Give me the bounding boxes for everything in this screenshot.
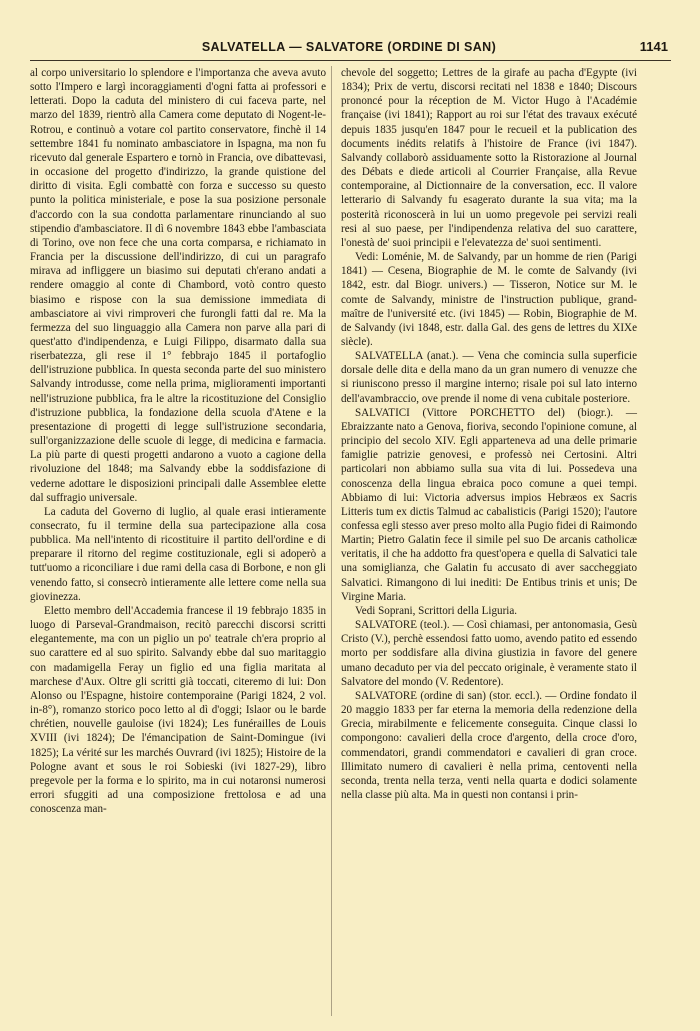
- entry-salvatore-ordine: SALVATORE (ordine di san) (stor. eccl.). — Ordine fondato il 20 maggio 1833 per far eterna la memoria della redenzione della Grecia, mirabilmente e felicemente conseguita. Cinque classi lo compongono: cavalieri della croce d'argento, della croce d'oro, commendatori, grandi commendatori e cavalieri di gran croce. Illimitato numero di cavalieri è nella prima, centoventi nella seconda, trenta nella terza, venti nella quarta e dodici solamente nella classe più alta. Ma in questi non contansi i prin-: [341, 689, 637, 801]
- header-rule: [30, 60, 671, 61]
- paragraph: Eletto membro dell'Accademia francese il 19 febbrajo 1835 in luogo di Parseval-Grandmaison, recitò parecchi discorsi scritti elegantemente, ma con un piglio un po' teatrale ch'era proprio al suo carattere ed al suo spirito. Salvandy ebbe dal suo maritaggio con madamigella Feray un figlio ed una figlia maritata al marchese d'Aux. Oltre gli scritti già toccati, citeremo di lui: Don Alonso ou l'Espagne, histoire contemporaine (Parigi 1824, 2 vol. in-8°), romanzo storico poco letto al dì d'oggi; Islaor ou le barde chrétien, nouvelle gauloise (ivi 1824); Les funérailles de Louis XVIII (ivi 1824); De l'émancipation de Saint-Domingue (ivi 1825); La vérité sur les marchés Ouvrard (ivi 1825); Histoire de la Pologne avant et sous le roi Sobieski (ivi 1827-29), libro pregevole per la forma e lo spirito, ma in cui notaronsi numerosi errori sfuggiti ad una composizione frettolosa e ad una conoscenza man-: [30, 604, 326, 816]
- left-column: [30, 66, 326, 816]
- header-title: SALVATELLA — SALVATORE (ORDINE DI SAN): [201, 40, 497, 54]
- running-header: [30, 40, 668, 60]
- paragraph: chevole del soggetto; Lettres de la girafe au pacha d'Egypte (ivi 1834); Prix de vertu, discorsi recitati nel 1838 e 1840; Discours prononcé pour la réception de M. Victor Hugo à l'Académie française (ivi 1841); Rapport au roi sur l'état des travaux exécuté depuis 1835 jusqu'en 1847 pour le recueil et la publication des documents inédits relatifs à l'histoire de France (ivi 1847). Salvandy collaborò assiduamente sotto la Ristorazione al Journal des Débats e diede articoli al Courrier Française, alla Revue contemporaine, al Dictionnaire de la conversation, ecc. Il valore letterario di Salvandy fu esagerato durante la sua vita; ma la posterità riconoscerà in lui un uomo pregevole pei servizi reali resi al suo paese, per l'indipendenza relativa del suo carattere, l'onestà de' suoi principii e l'elevatezza de' suoi sentimenti.: [341, 67, 637, 249]
- entry-salvatore-teol: SALVATORE (teol.). — Così chiamasi, per antonomasia, Gesù Cristo (V.), perchè essendosi fatto uomo, avendo patito ed essendo morto per soddisfare alla divina giustizia in favore del genere umano decaduto per via del peccato originale, è veramente stato il Salvatore del mondo (V. Redentore).: [341, 619, 637, 688]
- paragraph: Vedi: Loménie, M. de Salvandy, par un homme de rien (Parigi 1841) — Cesena, Biographie de M. le comte de Salvandy (ivi 1842, estr. dal Biogr. univers.) — Tisseron, Notice sur M. le comte de Salvandy, ministre de l'instruction publique, grand-maître de l'université etc. (ivi 1845) — Robin, Biographie de M. de Salvandy (ivi 1848, estr. dalla Gal. des gens de lettres du XIXe siècle).: [341, 251, 637, 348]
- column-divider: [331, 66, 332, 1016]
- paragraph: al corpo universitario lo splendore e l'importanza che aveva avuto sotto l'Impero e largì incoraggiamenti d'ogni fatta ai professori e letterati. Dopo la caduta del ministero di cui faceva parte, nel marzo del 1839, rientrò alla Camera come deputato di Nogent-le-Rotrou, e continuò a votare col partito conservatore, finchè il 14 settembre 1841 fu nominato ambasciatore in Ispagna, ma non fu ricevuto dal generale Espartero e tornò in Francia, ove dibattevasi, in occasione del progetto d'indirizzo, la grande quistione del diritto di visita. Egli combattè con forza e successo su questo punto la politica ministeriale, e pose la sua posizione personale d'accordo con la sua condotta parlamentare rinunciando al suo stipendio d'ambasciatore. Il dì 6 novembre 1843 ebbe l'ambasciata di Torino, ove non fece che una corta comparsa, e richiamato in Francia per la discussione dell'indirizzo, di cui un paragrafo mirava ad infliggere un biasimo sui deputati ch'erano andati a rendere omaggio al conte di Chambord, votò contro questo biasimo e rispose con la sua demissione immediata di ambasciatore ai vivi rimproveri che furongli fatti dal re. Ma la fermezza del suo linguaggio alla Camera non parve alla pari di quest'atto d'indipendenza, e Luigi Filippo, disarmato dalla sua riserbatezza, gli rese il 1° febbrajo 1845 il portafoglio dell'istruzione pubblica. In questa seconda parte del suo ministero Salvandy introdusse, come nella prima, miglioramenti importanti nell'istruzione pubblica, fra le altre la ricostituzione del Consiglio d'istruzione pubblica, la fondazione della scuola d'Atene e la presentazione di progetti di legge sull'istruzione secondaria, sull'organizzazione delle scuole di legge, di medicina e farmacia. La più parte di questi progetti andarono a vuoto a cagione della rivoluzione del 1848; ma Salvandy ebbe la soddisfazione di vederne adottare le disposizioni principali dalle Assemblee elette dal suffragio universale.: [30, 67, 326, 504]
- entry-salvatici: SALVATICI (Vittore PORCHETTO del) (biogr.). — Ebraizzante nato a Genova, fioriva, secondo l'opinione comune, al principio del secolo XIV. Egli apparteneva ad una delle primarie famiglie patrizie genovesi, e professò nei Certosini. Altri particolari non abbiamo sulla sua vita di lui. Possedeva una conoscenza della lingua ebraica poco comune a quei tempi. Abbiamo di lui: Victoria adversus impios Hebræos ex Sacris Litteris tum ex dictis Talmud ac cabalisticis (Parigi 1520); l'autore confessa egli stesso aver preso molto alla Pugio fidei di Raimondo Martin; Pietro Galatin fece il simile pel suo De arcanis catholicæ veritatis, il che ha addotto fra quest'opera e quella di Salvatici tale una somiglianza, che Galatin fu accusato di aver saccheggiato Salvatici. Rimangono di lui inediti: De Entibus trinis et unis; De Virgine Maria.: [341, 406, 637, 603]
- entry-salvatella: SALVATELLA (anat.). — Vena che comincia sulla superficie dorsale delle dita e della mano da un gran numero di venuzze che si riuniscono presso il margine interno; risale poi sul lato interno dell'avambraccio, ove prende il nome di vena cubitale posteriore.: [341, 350, 637, 405]
- paragraph: La caduta del Governo di luglio, al quale erasi intieramente consecrato, fu il termine della sua partecipazione alla cosa pubblica. Ma nell'intento di ricostituire il partito dell'ordine e di preparare il ritorno del regime costituzionale, egli si adoperò a tutt'uomo a riconciliare i due rami della casa di Borbone, e non gli venendo fatto, si consecrò intieramente alle lettere come nella sua giovinezza.: [30, 505, 326, 603]
- page-number: 1141: [639, 39, 668, 54]
- paragraph: Vedi Soprani, Scrittori della Liguria.: [355, 604, 518, 617]
- right-column: [341, 66, 637, 802]
